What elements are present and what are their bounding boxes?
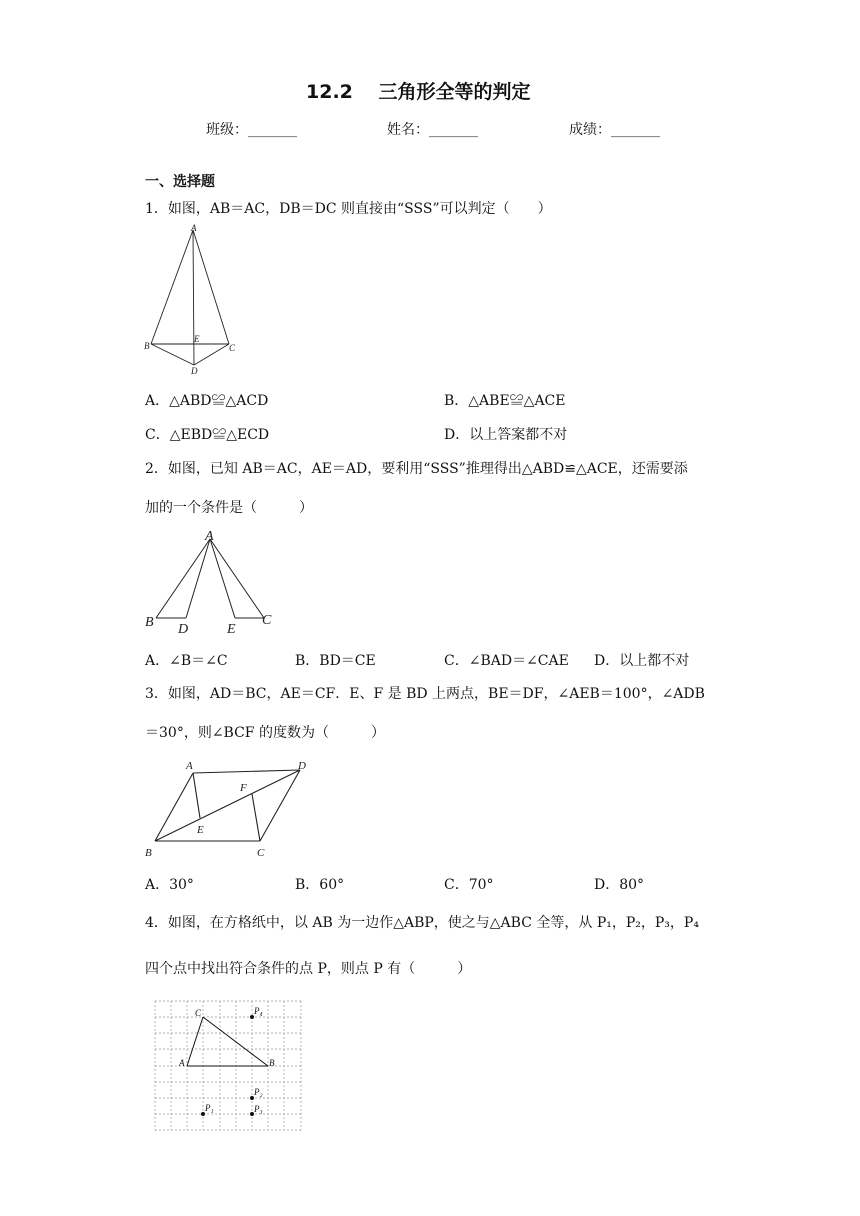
q1-label-c: C bbox=[229, 343, 236, 353]
q1-option-b[interactable]: B．△ABE≌△ACE bbox=[444, 393, 566, 409]
q1-stem: 1．如图，AB＝AC，DB＝DC 则直接由“SSS”可以判定（ ） bbox=[145, 201, 552, 217]
q3-label-b: B bbox=[145, 847, 152, 859]
q4-label-p4: P₄ bbox=[254, 1006, 263, 1016]
q2-option-d[interactable]: D．以上都不对 bbox=[594, 653, 690, 669]
q4-figure bbox=[150, 996, 308, 1138]
q3-label-e: E bbox=[197, 824, 204, 836]
q2-option-a[interactable]: A．∠B＝∠C bbox=[145, 653, 228, 669]
q2-option-c[interactable]: C．∠BAD＝∠CAE bbox=[444, 653, 569, 669]
q3-option-b[interactable]: B．60° bbox=[295, 877, 345, 893]
q2-label-e: E bbox=[227, 622, 236, 637]
q3-label-d: D bbox=[298, 760, 306, 772]
q1-label-e: E bbox=[194, 334, 200, 344]
q2-label-c: C bbox=[262, 613, 272, 628]
q3-stem-line2: ＝30°，则∠BCF 的度数为（ ） bbox=[145, 725, 385, 741]
q1-option-a[interactable]: A．△ABD≌△ACD bbox=[145, 393, 269, 409]
q4-stem-line1: 4．如图，在方格纸中，以 AB 为一边作△ABP，使之与△ABC 全等，从 P₁，P₂，P₃，P₄ bbox=[145, 915, 699, 931]
q3-label-c: C bbox=[257, 847, 265, 859]
q3-figure bbox=[140, 752, 320, 862]
q1-label-b: B bbox=[144, 341, 150, 351]
name-field: 姓名：_______ bbox=[387, 122, 478, 138]
score-field: 成绩：_______ bbox=[569, 122, 660, 138]
q3-option-c[interactable]: C．70° bbox=[444, 877, 494, 893]
q4-label-p1: P₁ bbox=[205, 1103, 214, 1113]
q4-label-c: C bbox=[195, 1008, 202, 1018]
q3-stem-line1: 3．如图，AD＝BC，AE＝CF．E、F 是 BD 上两点，BE＝DF，∠AEB＝100°，∠ADB bbox=[145, 686, 705, 702]
q2-stem-line2: 加的一个条件是（ ） bbox=[145, 500, 313, 516]
q2-stem-line1: 2．如图，已知 AB＝AC，AE＝AD，要利用“SSS”推理得出△ABD≌△ACE，还需要添 bbox=[145, 461, 688, 477]
q1-label-d: D bbox=[191, 366, 198, 376]
q4-label-a: A bbox=[179, 1058, 185, 1068]
q3-label-a: A bbox=[186, 760, 193, 772]
page-title: 12.2 三角形全等的判定 bbox=[306, 81, 531, 103]
q2-figure bbox=[140, 526, 285, 638]
q3-label-f: F bbox=[240, 782, 247, 794]
class-field: 班级：_______ bbox=[206, 122, 297, 138]
q2-label-b: B bbox=[145, 615, 154, 630]
q4-label-p2: P₂ bbox=[254, 1087, 263, 1097]
q4-label-p3: P₃ bbox=[254, 1104, 263, 1114]
q3-option-d[interactable]: D．80° bbox=[594, 877, 645, 893]
q2-label-a: A bbox=[205, 529, 214, 544]
q1-label-a: A bbox=[191, 223, 197, 233]
section-title: 一、选择题 bbox=[145, 174, 215, 190]
q4-stem-line2: 四个点中找出符合条件的点 P，则点 P 有（ ） bbox=[145, 961, 472, 977]
q3-option-a[interactable]: A．30° bbox=[145, 877, 194, 893]
q1-option-c[interactable]: C．△EBD≌△ECD bbox=[145, 427, 270, 443]
q4-label-b: B bbox=[269, 1058, 275, 1068]
q1-option-d[interactable]: D．以上答案都不对 bbox=[444, 427, 568, 443]
q1-figure bbox=[140, 222, 250, 378]
q2-label-d: D bbox=[178, 622, 189, 637]
q2-option-b[interactable]: B．BD＝CE bbox=[295, 653, 376, 669]
